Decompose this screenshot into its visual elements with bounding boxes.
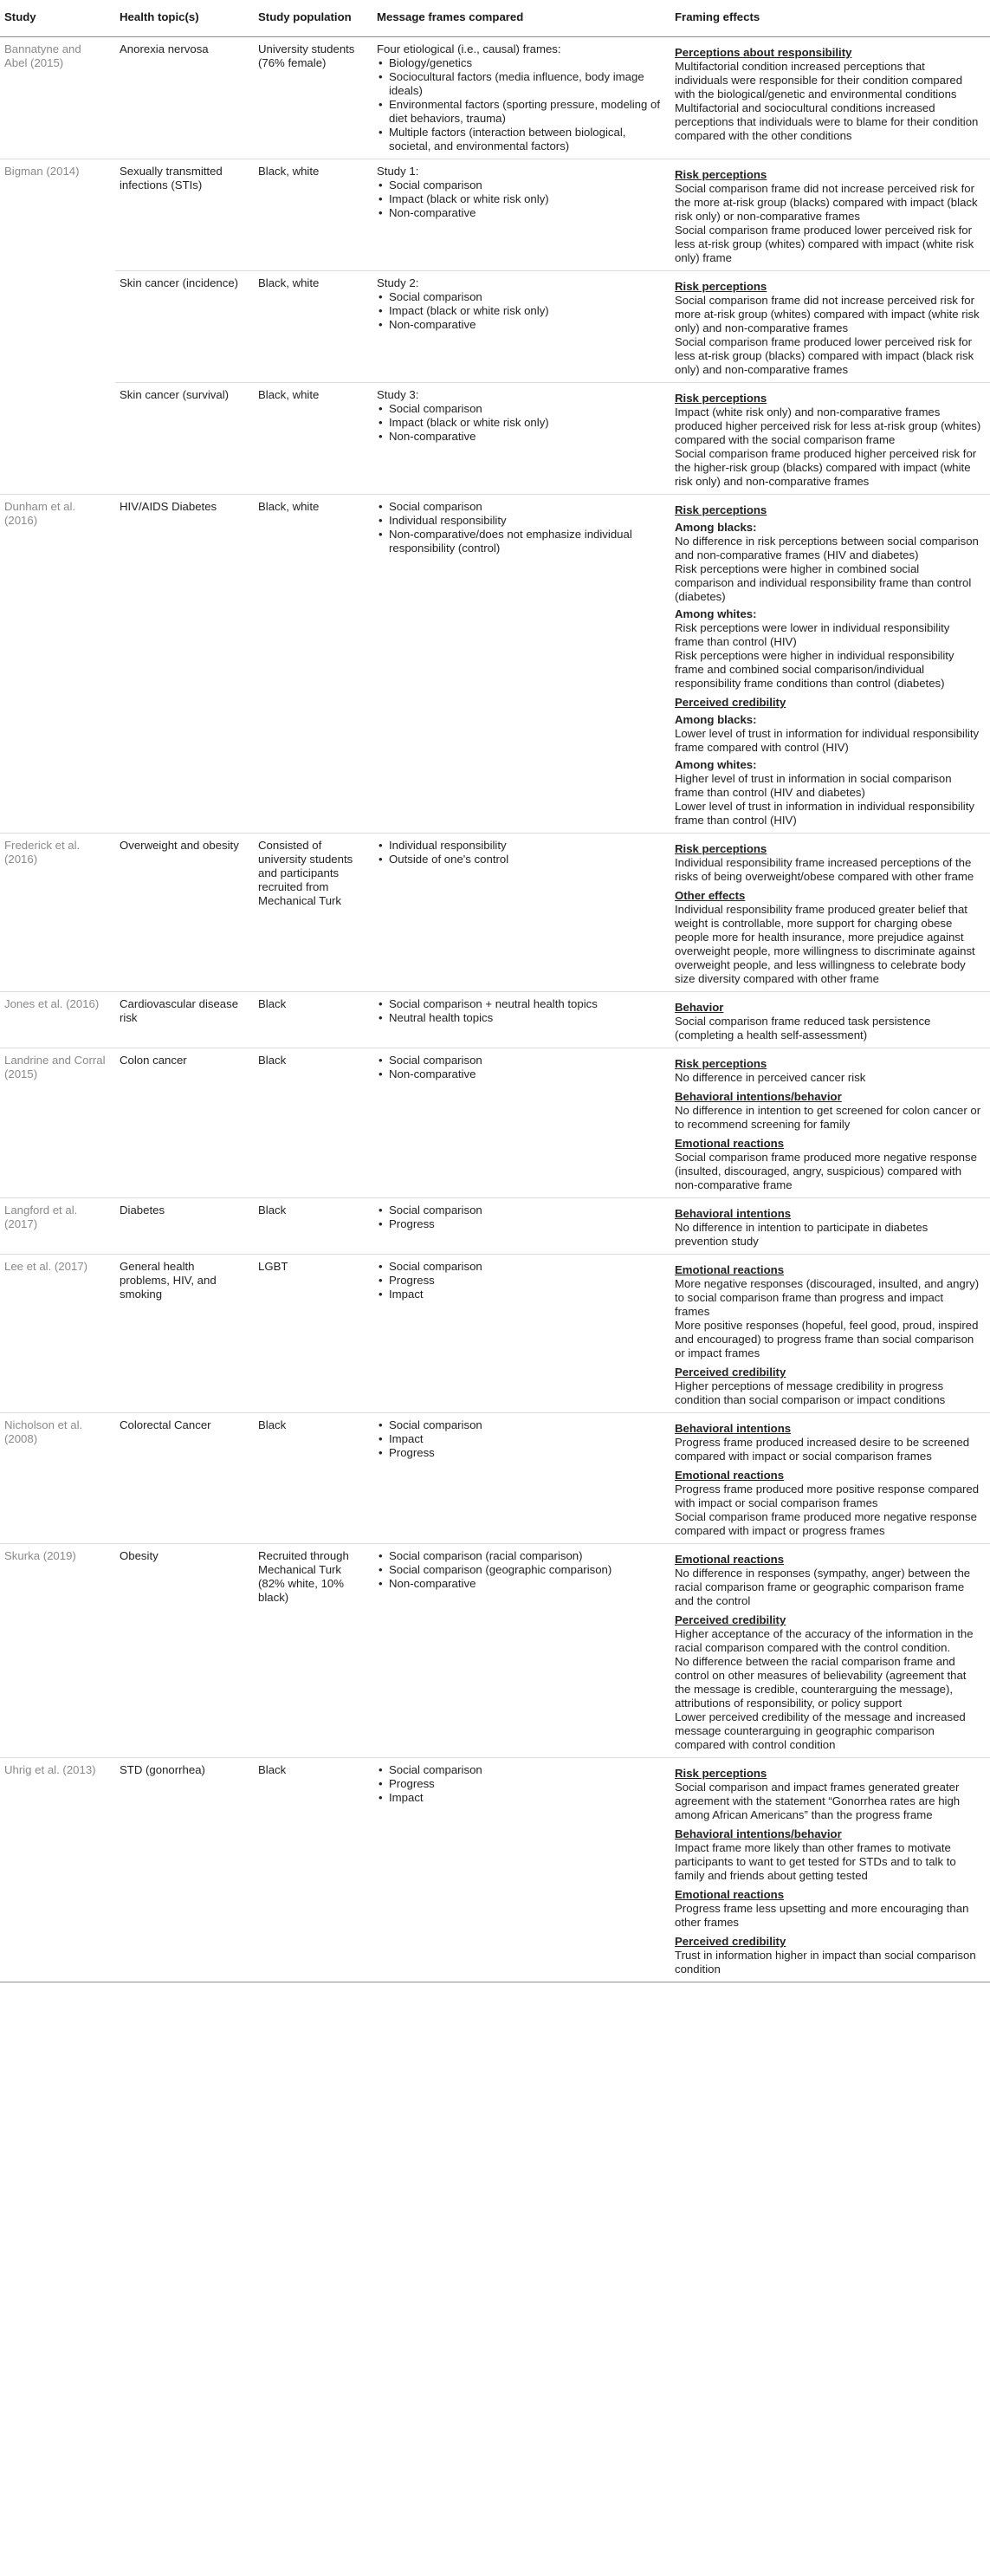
study-cell: Landrine and Corral (2015)	[0, 1048, 115, 1198]
framing-effects-cell	[670, 834, 990, 992]
frames-list	[377, 1204, 662, 1231]
table-row	[0, 271, 990, 383]
frame-list-item: • Non-comparative/does not emphasize individual responsibility (control)	[377, 528, 662, 555]
frame-list-item: • Social comparison	[377, 402, 662, 416]
health-topic-cell: Diabetes	[115, 1198, 254, 1255]
study-cell: Bannatyne and Abel (2015)	[0, 37, 115, 159]
study-cell: Bigman (2014)	[4, 165, 80, 178]
effect-heading: Behavioral intentions	[675, 1207, 792, 1220]
effect-text: More positive responses (hopeful, feel good, proud, inspired and encouraged) to progress frame than social comparison or impact frames	[675, 1319, 979, 1359]
frame-list-item: • Impact	[377, 1791, 662, 1805]
health-topic-cell: Obesity	[115, 1544, 254, 1758]
frames-list	[377, 839, 662, 866]
effect-heading: Perceived credibility	[675, 696, 786, 709]
frame-list-item: • Non-comparative	[377, 430, 662, 444]
frames-list	[377, 1549, 662, 1591]
message-frames-cell	[372, 271, 670, 383]
frame-list-item: • Social comparison + neutral health topics	[377, 997, 662, 1011]
frame-list-item: • Non-comparative	[377, 1577, 662, 1591]
frame-list-item: • Biology/genetics	[377, 56, 662, 70]
effect-text: Social comparison frame reduced task persistence (completing a health self-assessment)	[675, 1015, 931, 1041]
frame-list-item: • Social comparison (geographic comparison)	[377, 1563, 662, 1577]
frame-list-item: • Impact (black or white risk only)	[377, 192, 662, 206]
effect-heading: Other effects	[675, 889, 746, 902]
study-population-cell: Black	[254, 1198, 372, 1255]
study-cell: Langford et al. (2017)	[0, 1198, 115, 1255]
health-topic-cell: Colorectal Cancer	[115, 1413, 254, 1544]
effect-text: Higher acceptance of the accuracy of the information in the racial comparison compared with the control condition.	[675, 1627, 974, 1654]
table-row	[0, 383, 990, 495]
effect-text: No difference in intention to participate in diabetes prevention study	[675, 1221, 929, 1248]
effect-subheading: Among blacks:	[675, 713, 757, 726]
frames-intro: Study 1:	[377, 165, 419, 178]
message-frames-cell	[372, 834, 670, 992]
effect-text: Progress frame produced increased desire to be screened compared with impact or social comparison frames	[675, 1436, 970, 1463]
frames-list	[377, 1054, 662, 1081]
message-frames-cell	[372, 383, 670, 495]
effect-text: Risk perceptions were higher in combined social comparison and individual responsibility frame than control (diabetes)	[675, 562, 972, 603]
effect-text: No difference in perceived cancer risk	[675, 1071, 866, 1084]
frames-list	[377, 290, 662, 332]
effect-heading: Behavioral intentions/behavior	[675, 1090, 842, 1103]
frames-list	[377, 500, 662, 555]
frame-list-item: • Social comparison	[377, 290, 662, 304]
framing-effects-cell	[670, 271, 990, 383]
effect-text: Social comparison frame produced more negative response compared with impact or progress frames	[675, 1510, 977, 1537]
frame-list-item: • Sociocultural factors (media influence, body image ideals)	[377, 70, 662, 98]
health-topic-cell: Cardiovascular disease risk	[115, 992, 254, 1048]
health-topic-cell: HIV/AIDS Diabetes	[115, 495, 254, 834]
effect-text: Lower level of trust in information in individual responsibility frame than control (HIV)	[675, 800, 974, 827]
framing-effects-cell	[670, 1544, 990, 1758]
study-population-cell: LGBT	[254, 1255, 372, 1413]
frames-list	[377, 178, 662, 220]
frame-list-item: • Environmental factors (sporting pressure, modeling of diet behaviors, trauma)	[377, 98, 662, 126]
effect-heading: Emotional reactions	[675, 1469, 785, 1482]
health-topic-cell: Skin cancer (incidence)	[115, 271, 254, 383]
framing-effects-cell	[670, 1198, 990, 1255]
table-row	[0, 834, 990, 992]
study-cell: Nicholson et al. (2008)	[0, 1413, 115, 1544]
study-cell: Uhrig et al. (2013)	[0, 1758, 115, 1982]
table-row	[0, 1544, 990, 1758]
effect-heading: Risk perceptions	[675, 503, 767, 516]
header-row	[0, 0, 990, 37]
health-topic-cell: STD (gonorrhea)	[115, 1758, 254, 1982]
frame-list-item: • Progress	[377, 1777, 662, 1791]
header-study-population: Study population	[254, 0, 372, 37]
frames-list	[377, 1418, 662, 1460]
frames-intro: Study 2:	[377, 276, 419, 289]
frame-list-item: • Progress	[377, 1217, 662, 1231]
table-row	[0, 1758, 990, 1982]
frame-list-item: • Non-comparative	[377, 1067, 662, 1081]
frame-list-item: • Neutral health topics	[377, 1011, 662, 1025]
frame-list-item: • Outside of one's control	[377, 853, 662, 866]
effect-text: Higher level of trust in information in social comparison frame than control (HIV and diabetes)	[675, 772, 952, 799]
study-population-cell: Recruited through Mechanical Turk (82% white, 10% black)	[254, 1544, 372, 1758]
health-topic-cell: Overweight and obesity	[115, 834, 254, 992]
effect-heading: Behavioral intentions	[675, 1422, 792, 1435]
frames-intro: Study 3:	[377, 388, 419, 401]
framing-effects-cell	[670, 495, 990, 834]
frame-list-item: • Impact	[377, 1288, 662, 1301]
header-message-frames: Message frames compared	[372, 0, 670, 37]
effect-text: No difference in risk perceptions between social comparison and non-comparative frames (HIV and diabetes)	[675, 535, 979, 561]
message-frames-cell	[372, 1198, 670, 1255]
framing-effects-cell	[670, 1758, 990, 1982]
effect-heading: Risk perceptions	[675, 280, 767, 293]
frame-list-item: • Impact (black or white risk only)	[377, 416, 662, 430]
effect-text: Impact frame more likely than other frames to motivate participants to want to get tested for STDs and to talk to family and friends about getting tested	[675, 1841, 956, 1882]
study-population-cell: Black	[254, 992, 372, 1048]
study-population-cell: Black	[254, 1758, 372, 1982]
frame-list-item: • Non-comparative	[377, 206, 662, 220]
frame-list-item: • Social comparison	[377, 500, 662, 514]
message-frames-cell	[372, 1413, 670, 1544]
frame-list-item: • Social comparison	[377, 1260, 662, 1274]
effect-heading: Behavior	[675, 1001, 724, 1014]
effect-heading: Behavioral intentions/behavior	[675, 1827, 842, 1840]
message-frames-cell	[372, 1255, 670, 1413]
frame-list-item: • Progress	[377, 1446, 662, 1460]
effect-text: Social comparison frame produced lower perceived risk for less at-risk group (whites) compared with impact (white risk only) frame	[675, 224, 974, 264]
effect-text: No difference in intention to get screened for colon cancer or to recommend screening for family	[675, 1104, 981, 1131]
study-population-cell: University students (76% female)	[254, 37, 372, 159]
study-population-cell: Black, white	[254, 271, 372, 383]
study-population-cell: Black	[254, 1413, 372, 1544]
effect-heading: Perceived credibility	[675, 1935, 786, 1948]
header-health-topics: Health topic(s)	[115, 0, 254, 37]
framing-effects-cell	[670, 1255, 990, 1413]
effect-text: Multifactorial condition increased perceptions that individuals were responsible for their condition compared with the biological/genetic and environmental conditions	[675, 60, 963, 101]
health-topic-cell: General health problems, HIV, and smoking	[115, 1255, 254, 1413]
effect-text: Progress frame less upsetting and more encouraging than other frames	[675, 1902, 969, 1929]
table-row	[0, 1048, 990, 1198]
effect-text: Progress frame produced more positive response compared with impact or social comparison frames	[675, 1483, 980, 1509]
effect-heading: Risk perceptions	[675, 842, 767, 855]
study-cell	[0, 271, 115, 383]
health-topic-cell: Colon cancer	[115, 1048, 254, 1198]
table-row	[0, 37, 990, 159]
frame-list-item: • Progress	[377, 1274, 662, 1288]
health-topic-cell: Skin cancer (survival)	[115, 383, 254, 495]
frames-list	[377, 1260, 662, 1301]
effect-heading: Risk perceptions	[675, 392, 767, 405]
framing-effects-cell	[670, 1048, 990, 1198]
study-population-cell: Black, white	[254, 159, 372, 271]
study-cell	[0, 383, 115, 495]
effect-subheading: Among whites:	[675, 758, 757, 771]
table-body	[0, 37, 990, 1982]
framing-effects-cell	[670, 383, 990, 495]
study-cell: Frederick et al. (2016)	[0, 834, 115, 992]
effect-heading: Risk perceptions	[675, 1057, 767, 1070]
effect-heading: Perceptions about responsibility	[675, 46, 852, 59]
health-topic-cell: Sexually transmitted infections (STIs)	[115, 159, 254, 271]
effect-text: Risk perceptions were lower in individual responsibility frame than control (HIV)	[675, 621, 950, 648]
effect-heading: Risk perceptions	[675, 168, 767, 181]
effect-heading: Perceived credibility	[675, 1366, 786, 1379]
effect-subheading: Among blacks:	[675, 521, 757, 534]
message-frames-cell	[372, 1758, 670, 1982]
study-cell: Skurka (2019)	[0, 1544, 115, 1758]
frame-list-item: • Individual responsibility	[377, 839, 662, 853]
frame-list-item: • Impact	[377, 1432, 662, 1446]
frame-list-item: • Social comparison	[377, 1204, 662, 1217]
table-row	[0, 1413, 990, 1544]
framing-effects-cell	[670, 1413, 990, 1544]
effect-heading: Perceived credibility	[675, 1613, 786, 1626]
effect-text: Risk perceptions were higher in individual responsibility frame and combined social comparison/individual responsibility frame conditions than control (diabetes)	[675, 649, 954, 690]
study-population-cell: Black, white	[254, 383, 372, 495]
framing-effects-cell	[670, 159, 990, 271]
frame-list-item: • Social comparison (racial comparison)	[377, 1549, 662, 1563]
effect-heading: Emotional reactions	[675, 1888, 785, 1901]
message-frames-cell	[372, 992, 670, 1048]
study-population-cell: Black, white	[254, 495, 372, 834]
frame-list-item: • Individual responsibility	[377, 514, 662, 528]
effect-text: Social comparison and impact frames generated greater agreement with the statement “Gonorrhea rates are high among African Americans” than the progress frame	[675, 1781, 961, 1821]
message-frames-cell	[372, 1544, 670, 1758]
study-cell: Lee et al. (2017)	[0, 1255, 115, 1413]
effect-text: Individual responsibility frame produced greater belief that weight is controllable, more support for charging obese people more for health insurance, more prejudice against overweight people, more willingness to discriminate against overweight people, and less willingness to celebrate body size diversity compared with other frame	[675, 903, 975, 985]
effect-subheading: Among whites:	[675, 607, 757, 620]
effect-text: Social comparison frame produced lower perceived risk for less at-risk group (blacks) compared with impact (black risk only) and non-comparative frames	[675, 335, 974, 376]
frames-list	[377, 997, 662, 1025]
table-row	[0, 992, 990, 1048]
effect-text: Lower perceived credibility of the message and increased message counterarguing in geographic comparison compared with control condition	[675, 1710, 966, 1751]
effect-text: Social comparison frame did not increase perceived risk for more at-risk group (whites) compared with impact (white risk only) and non-comparative frames	[675, 294, 980, 334]
study-cell: Jones et al. (2016)	[0, 992, 115, 1048]
framing-effects-cell	[670, 992, 990, 1048]
message-frames-cell	[372, 1048, 670, 1198]
frame-list-item: • Social comparison	[377, 1763, 662, 1777]
framing-effects-cell	[670, 37, 990, 159]
frames-list	[377, 402, 662, 444]
frame-list-item: • Non-comparative	[377, 318, 662, 332]
effect-heading: Emotional reactions	[675, 1263, 785, 1276]
message-frames-cell	[372, 37, 670, 159]
frame-list-item: • Social comparison	[377, 178, 662, 192]
header-study: Study	[0, 0, 115, 37]
effect-text: More negative responses (discouraged, insulted, and angry) to social comparison frame than progress and impact frames	[675, 1277, 980, 1318]
frame-list-item: • Social comparison	[377, 1054, 662, 1067]
effect-text: Social comparison frame did not increase perceived risk for the more at-risk group (blacks) compared with impact (black risk only) or non-comparative frames	[675, 182, 978, 223]
study-population-cell: Consisted of university students and participants recruited from Mechanical Turk	[254, 834, 372, 992]
study-cell: Dunham et al. (2016)	[0, 495, 115, 834]
effect-text: Trust in information higher in impact than social comparison condition	[675, 1949, 976, 1976]
frame-list-item: • Multiple factors (interaction between biological, societal, and environmental factors)	[377, 126, 662, 153]
effect-text: Higher perceptions of message credibility in progress condition than social comparison or impact conditions	[675, 1379, 946, 1406]
frames-intro: Four etiological (i.e., causal) frames:	[377, 42, 561, 55]
study-population-cell: Black	[254, 1048, 372, 1198]
health-topic-cell: Anorexia nervosa	[115, 37, 254, 159]
effect-text: Social comparison frame produced more negative response (insulted, discouraged, angry, suspicious) compared with non-comparative frame	[675, 1151, 977, 1191]
table-row	[0, 159, 990, 271]
frames-list	[377, 56, 662, 153]
table-row	[0, 1198, 990, 1255]
table-row	[0, 495, 990, 834]
message-frames-cell	[372, 495, 670, 834]
effect-heading: Risk perceptions	[675, 1767, 767, 1780]
effect-text: Individual responsibility frame increased perceptions of the risks of being overweight/obese compared with other frame	[675, 856, 974, 883]
table-row	[0, 1255, 990, 1413]
header-framing-effects: Framing effects	[670, 0, 990, 37]
frame-list-item: • Impact (black or white risk only)	[377, 304, 662, 318]
effect-text: No difference between the racial comparison frame and control on other measures of believability (agreement that the message is credible, counterarguing the message), attributions of responsibility, or policy support	[675, 1655, 967, 1710]
effect-text: Impact (white risk only) and non-comparative frames produced higher perceived risk for less at-risk group (whites) compared with the social comparison frame	[675, 406, 981, 446]
effect-text: Social comparison frame produced higher perceived risk for the higher-risk group (blacks) compared with impact (white risk only) and non-comparative frames	[675, 447, 977, 488]
frame-list-item: • Social comparison	[377, 1418, 662, 1432]
effect-heading: Emotional reactions	[675, 1553, 785, 1566]
frames-list	[377, 1763, 662, 1805]
effect-text: No difference in responses (sympathy, anger) between the racial comparison frame or geographic comparison frame and the control	[675, 1567, 971, 1607]
message-frames-cell	[372, 159, 670, 271]
effect-text: Lower level of trust in information for individual responsibility frame compared with control (HIV)	[675, 727, 980, 754]
effect-text: Multifactorial and sociocultural conditions increased perceptions that individuals were to blame for their condition compared with the other conditions	[675, 101, 979, 142]
effect-heading: Emotional reactions	[675, 1137, 785, 1150]
